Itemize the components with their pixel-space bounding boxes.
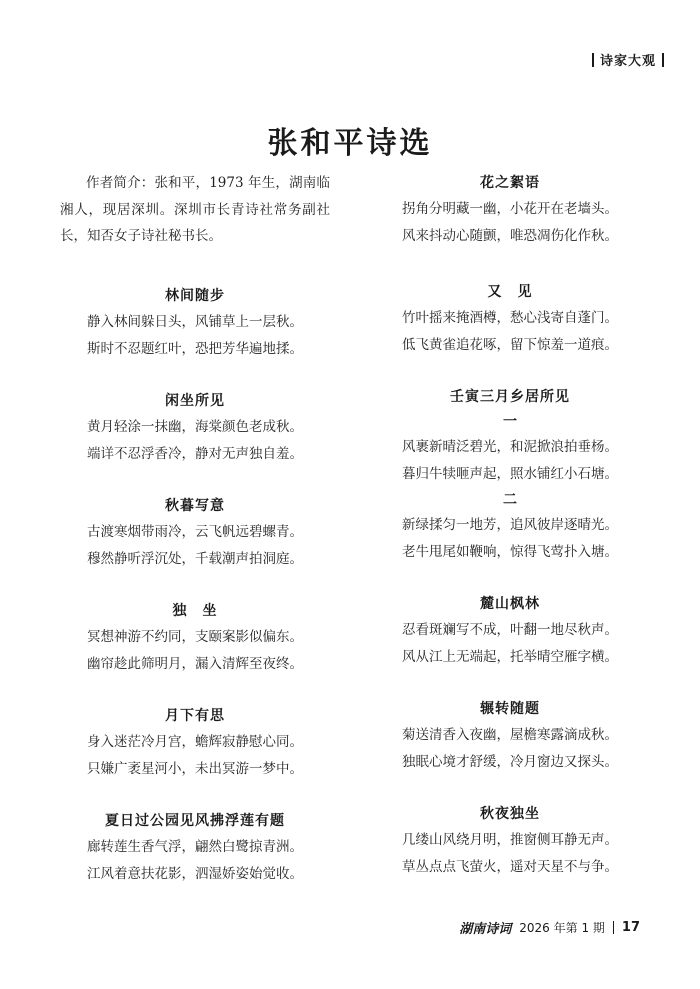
- poem: [60, 598, 330, 678]
- issue-label: 2026 年第 1 期: [519, 921, 605, 935]
- magazine-logo: 湖南诗词: [459, 922, 512, 937]
- page-title: 张和平诗选: [267, 126, 433, 161]
- divider: [592, 53, 594, 67]
- poem: [375, 170, 645, 250]
- poem-line: 低飞黄雀追花啄，留下惊羞一道痕。: [402, 337, 618, 353]
- poem-line: 只嫌广袤星河小，未出冥游一梦中。: [87, 760, 303, 777]
- right-column: [375, 170, 645, 881]
- poem: [60, 493, 330, 573]
- poem-title: 林间随步: [165, 287, 225, 304]
- poem-line: 黄月轻涂一抹幽，海棠颜色老成秋。: [87, 418, 303, 435]
- poem: [375, 591, 645, 671]
- page-footer: [459, 918, 640, 937]
- poem-line: 独眠心境才舒缓，冷月窗边又探头。: [402, 754, 618, 770]
- poem-line: 风从江上无端起，托举晴空雁字横。: [402, 649, 618, 665]
- poem-line: 静入林间躲日头，风铺草上一层秋。: [87, 313, 303, 330]
- poem: [60, 283, 330, 363]
- poem-line: 忍看斑斓写不成，叶翻一地尽秋声。: [402, 622, 618, 638]
- section-label: 诗家大观: [599, 54, 656, 69]
- part-number: 一: [503, 414, 517, 430]
- poem-line: 新绿揉匀一地芳，追风彼岸逐晴光。: [402, 517, 618, 533]
- poem-line: 幽帘趁此筛明月，漏入清辉至夜终。: [87, 655, 303, 672]
- poem-line: 竹叶摇来掩酒樽，愁心浅寄自蓬门。: [402, 310, 618, 326]
- poem-line: 风来抖动心随颤，唯恐凋伤化作秋。: [402, 228, 618, 244]
- poem-line: 古渡寒烟带雨冷，云飞帆远碧螺青。: [87, 523, 303, 540]
- poem: [375, 801, 645, 881]
- poem-line: 斯时不忍题红叶，恐把芳华遍地揉。: [87, 340, 303, 357]
- poem-title: 秋暮写意: [165, 497, 225, 514]
- part-number: 二: [503, 492, 517, 508]
- poem: [375, 279, 645, 359]
- poem-line: 端详不忍浮香冷，静对无声独自羞。: [87, 445, 303, 462]
- poem-line: 穆然静听浮沉处，千载潮声拍洞庭。: [87, 550, 303, 567]
- poem-title: 麓山枫林: [480, 596, 540, 612]
- poem-line: 江风着意扶花影，泗湿娇姿始觉收。: [87, 865, 303, 882]
- poem-line: 草丛点点飞萤火，遥对天星不与争。: [402, 859, 618, 875]
- poem: [60, 808, 330, 888]
- poem: [375, 696, 645, 776]
- poem-line: 廊转莲生香气浮，翩然白鹭掠青洲。: [87, 838, 303, 855]
- poem-title: 又 见: [487, 284, 533, 300]
- poem-line: 暮归牛犊咂声起，照水铺红小石塘。: [402, 466, 618, 482]
- poem-line: 冥想神游不约同，支颐案影似偏东。: [87, 628, 303, 645]
- poem-line: 几缕山风绕月明，推窗侧耳静无声。: [402, 832, 618, 848]
- poem-line: 风裹新晴泛碧光，和泥掀浪拍垂杨。: [402, 439, 618, 455]
- poem-line: 菊送清香入夜幽，屋檐寒露滴成秋。: [402, 727, 618, 743]
- poem-line: 拐角分明藏一幽，小花开在老墙头。: [402, 201, 618, 217]
- poem-title: 闲坐所见: [165, 392, 225, 409]
- poem-title: 夏日过公园见风拂浮莲有题: [105, 812, 285, 829]
- left-column: [60, 170, 330, 888]
- poem-line: 老牛甩尾如鞭响，惊得飞莺扑入塘。: [402, 544, 618, 560]
- poem-title: 花之絮语: [480, 175, 540, 191]
- poem-title: 辗转随题: [480, 701, 540, 717]
- section-tag: [592, 50, 664, 69]
- poem-title: 壬寅三月乡居所见: [450, 389, 570, 405]
- poem-line: 身入迷茫冷月宫，蟾辉寂静慰心同。: [87, 733, 303, 750]
- divider: [662, 53, 664, 67]
- divider: [613, 921, 614, 934]
- poem: [60, 388, 330, 468]
- poem-title: 独 坐: [172, 602, 218, 619]
- page-number: 17: [621, 920, 640, 935]
- poem-title: 秋夜独坐: [480, 806, 540, 822]
- author-intro: 作者简介：张和平，1973 年生，湖南临湘人，现居深圳。深圳市长青诗社常务副社长，知否女子诗社秘书长。: [60, 175, 330, 244]
- poem-title: 月下有思: [165, 707, 225, 724]
- poem: [60, 703, 330, 783]
- poem: [375, 384, 645, 566]
